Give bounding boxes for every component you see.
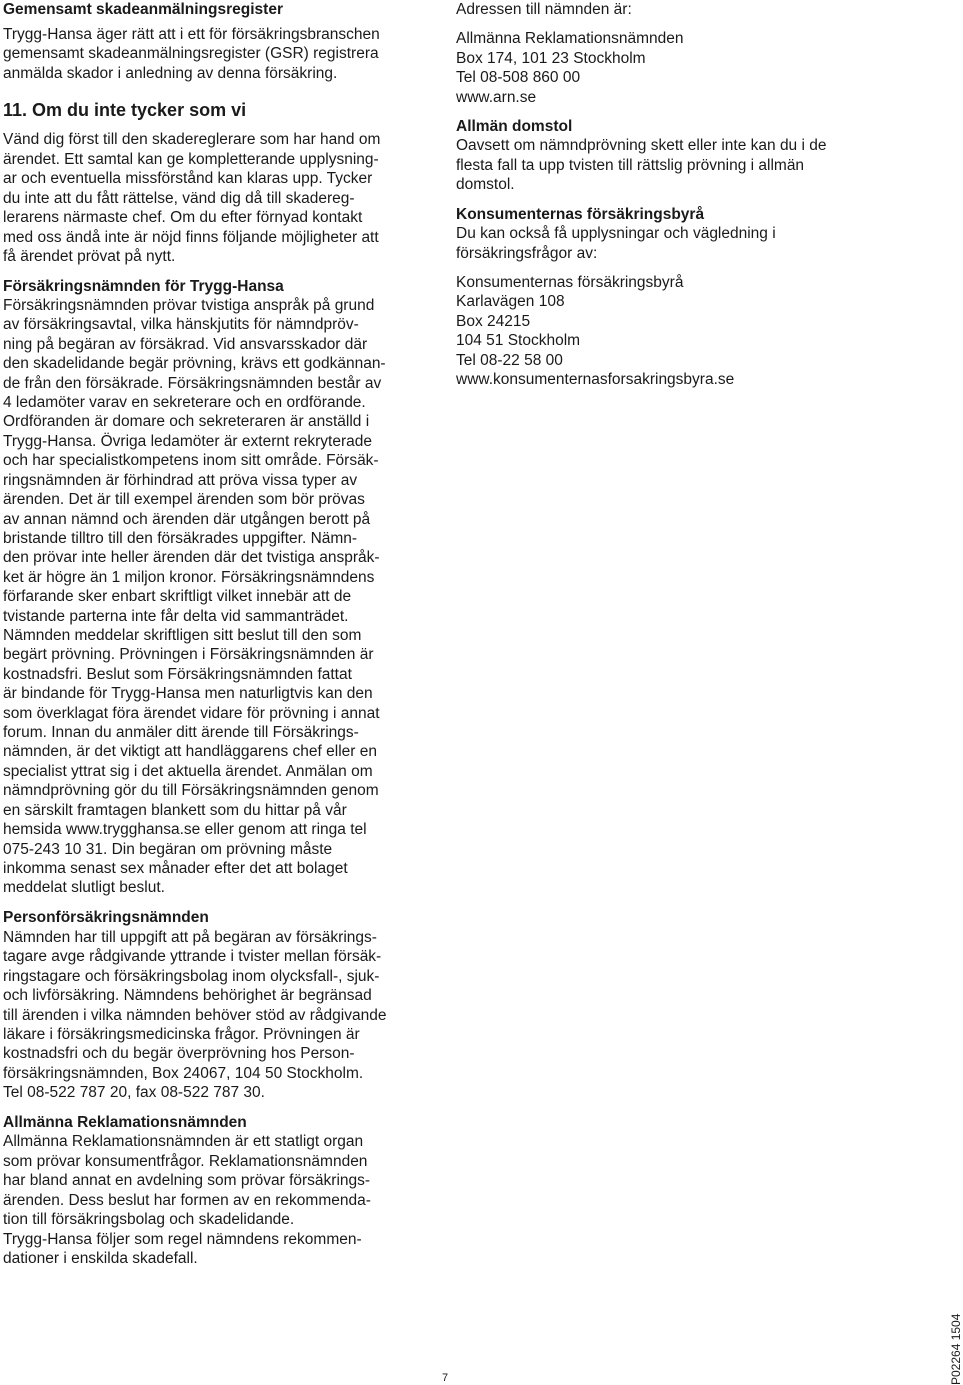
text-line: av annan nämnd och ärenden där utgången berott på [3,511,371,528]
text-line: Du kan också få upplysningar och vägledning i [456,225,776,242]
text-line: bristande tilltro till den försäkrades uppgifter. Nämn- [3,530,358,547]
heading-allmanna-reklamationsnamnden: Allmänna Reklamationsnämnden [3,1114,247,1131]
text-line: ning på begäran av försäkrad. Vid ansvarsskador där [3,336,368,353]
text-line: anmälda skador i anledning av denna försäkring. [3,65,338,82]
text-line: den prövar inte heller ärenden där det tvistiga anspråk- [3,549,380,566]
text-line: du inte att du fått rättelse, vänd dig då till skadereg- [3,190,355,207]
text-line: Ordföranden är domare och sekreteraren är anställd i [3,413,370,430]
text-line: meddelat slutligt beslut. [3,879,165,896]
text-line: och har specialistkompetens inom sitt område. Försäk- [3,452,379,469]
text-line: den skadelidande begär prövning, krävs ett godkännan- [3,355,386,372]
text-line: nämnden, är det viktigt att handläggarens chef eller en [3,743,377,760]
text-line: flesta fall ta upp tvisten till rättslig prövning i allmän [456,157,805,174]
address-line: 104 51 Stockholm [456,332,581,349]
address-line: Konsumenternas försäkringsbyrå [456,274,684,291]
address-line: Tel 08-508 860 00 [456,69,581,86]
text-line: Försäkringsnämnden prövar tvistiga anspråk på grund [3,297,375,314]
text-line: Trygg-Hansa. Övriga ledamöter är externt rekryterade [3,433,372,450]
text-line: läkare i försäkringsmedicinska frågor. Prövningen är [3,1026,360,1043]
text-line: Adressen till nämnden är: [456,1,632,18]
text-line: de från den försäkrade. Försäkringsnämnden består av [3,375,382,392]
address-line: Allmänna Reklamationsnämnden [456,30,684,47]
text-line: är bindande för Trygg-Hansa men naturligtvis kan den [3,685,373,702]
text-line: Nämnden meddelar skriftligen sitt beslut till den som [3,627,362,644]
text-line: en särskilt framtagen blankett som du hittar på vår [3,802,347,819]
text-line: som prövar konsumentfrågor. Reklamationsnämnden [3,1153,368,1170]
text-line: domstol. [456,176,515,193]
text-line: tion till försäkringsbolag och skadelidande. [3,1211,295,1228]
text-line: gemensamt skadeanmälningsregister (GSR) registrera [3,45,379,62]
address-line: Karlavägen 108 [456,293,565,310]
text-line: ärenden. Dess beslut har formen av en rekommenda- [3,1192,371,1209]
text-line: försäkringsnämnden, Box 24067, 104 50 Stockholm. [3,1065,364,1082]
text-line: få ärendet prövat på nytt. [3,248,176,265]
address-line: www.konsumenternasforsakringsbyra.se [456,371,735,388]
text-line: specialist yttrat sig i det aktuella ärendet. Anmälan om [3,763,373,780]
text-line: begärt prövning. Prövningen i Försäkringsnämnden är [3,646,374,663]
text-line: lerarens närmaste chef. Om du efter förnyad kontakt [3,209,363,226]
text-line: Trygg-Hansa följer som regel nämndens rekommen- [3,1231,362,1248]
page-number: 7 [442,1372,449,1384]
text-line: 4 ledamöter varav en sekreterare och en ordförande. [3,394,366,411]
text-line: som överklagat föra ärendet vidare för prövning i annat [3,705,380,722]
address-line: Box 24215 [456,313,531,330]
text-line: ringsnämnden är förhindrad att pröva vissa typer av [3,472,358,489]
text-line: tvistande parterna inte får delta vid sammanträdet. [3,608,349,625]
text-line: försäkringsfrågor av: [456,245,598,262]
address-line: www.arn.se [456,89,537,106]
product-code: P02264 1504 [949,1313,963,1385]
text-line: ringstagare och försäkringsbolag inom olycksfall-, sjuk- [3,968,380,985]
section-heading-11: 11. Om du inte tycker som vi [3,100,247,120]
text-line: Allmänna Reklamationsnämnden är ett statligt organ [3,1133,364,1150]
text-line: hemsida www.trygghansa.se eller genom att ringa tel [3,821,367,838]
heading-forsakringsnamnden: Försäkringsnämnden för Trygg-Hansa [3,278,284,295]
heading-personforsakringsnamnden: Personförsäkringsnämnden [3,909,209,926]
heading-konsumenternas-forsakringsbyra: Konsumenternas försäkringsbyrå [456,206,705,223]
text-line: ket är högre än 1 miljon kronor. Försäkringsnämndens [3,569,375,586]
text-line: Nämnden har till uppgift att på begäran av försäkrings- [3,929,377,946]
text-line: har bland annat en avdelning som prövar försäkrings- [3,1172,371,1189]
text-line: med oss ändå inte är nöjd finns följande möjligheter att [3,229,379,246]
text-line: ar och eventuella missförstånd kan klaras upp. Tycker [3,170,373,187]
text-line: Tel 08-522 787 20, fax 08-522 787 30. [3,1084,265,1101]
address-line: Tel 08-22 58 00 [456,352,563,369]
text-line: kostnadsfri och du begär överprövning hos Person- [3,1045,355,1062]
text-line: 075-243 10 31. Din begäran om prövning måste [3,841,333,858]
address-line: Box 174, 101 23 Stockholm [456,50,646,67]
text-line: forum. Innan du anmäler ditt ärende till Försäkrings- [3,724,359,741]
text-line: kostnadsfri. Beslut som Försäkringsnämnden fattat [3,666,352,683]
text-line: tagare avge rådgivande yttrande i tvister mellan försäk- [3,948,382,965]
text-line: till ärenden i vilka nämnden behöver stöd av rådgivande [3,1007,387,1024]
text-line: dationer i enskilda skadefall. [3,1250,198,1267]
text-line: Vänd dig först till den skadereglerare som har hand om [3,131,381,148]
heading-allman-domstol: Allmän domstol [456,118,573,135]
heading-gsr: Gemensamt skadeanmälningsregister [3,1,283,18]
text-line: och livförsäkring. Nämndens behörighet är begränsad [3,987,372,1004]
text-line: förfarande sker enbart skriftligt vilket innebär att de [3,588,352,605]
text-line: inkomma senast sex månader efter det att bolaget [3,860,348,877]
text-line: av försäkringsavtal, vilka hänskjutits för nämndpröv- [3,316,359,333]
text-line: nämndprövning gör du till Försäkringsnämnden genom [3,782,379,799]
text-line: Trygg-Hansa äger rätt att i ett för försäkringsbranschen [3,26,380,43]
text-line: ärendet. Ett samtal kan ge kompletterande upplysning- [3,151,379,168]
text-line: Oavsett om nämndprövning skett eller inte kan du i de [456,137,827,154]
text-line: ärenden. Det är till exempel ärenden som bör prövas [3,491,365,508]
